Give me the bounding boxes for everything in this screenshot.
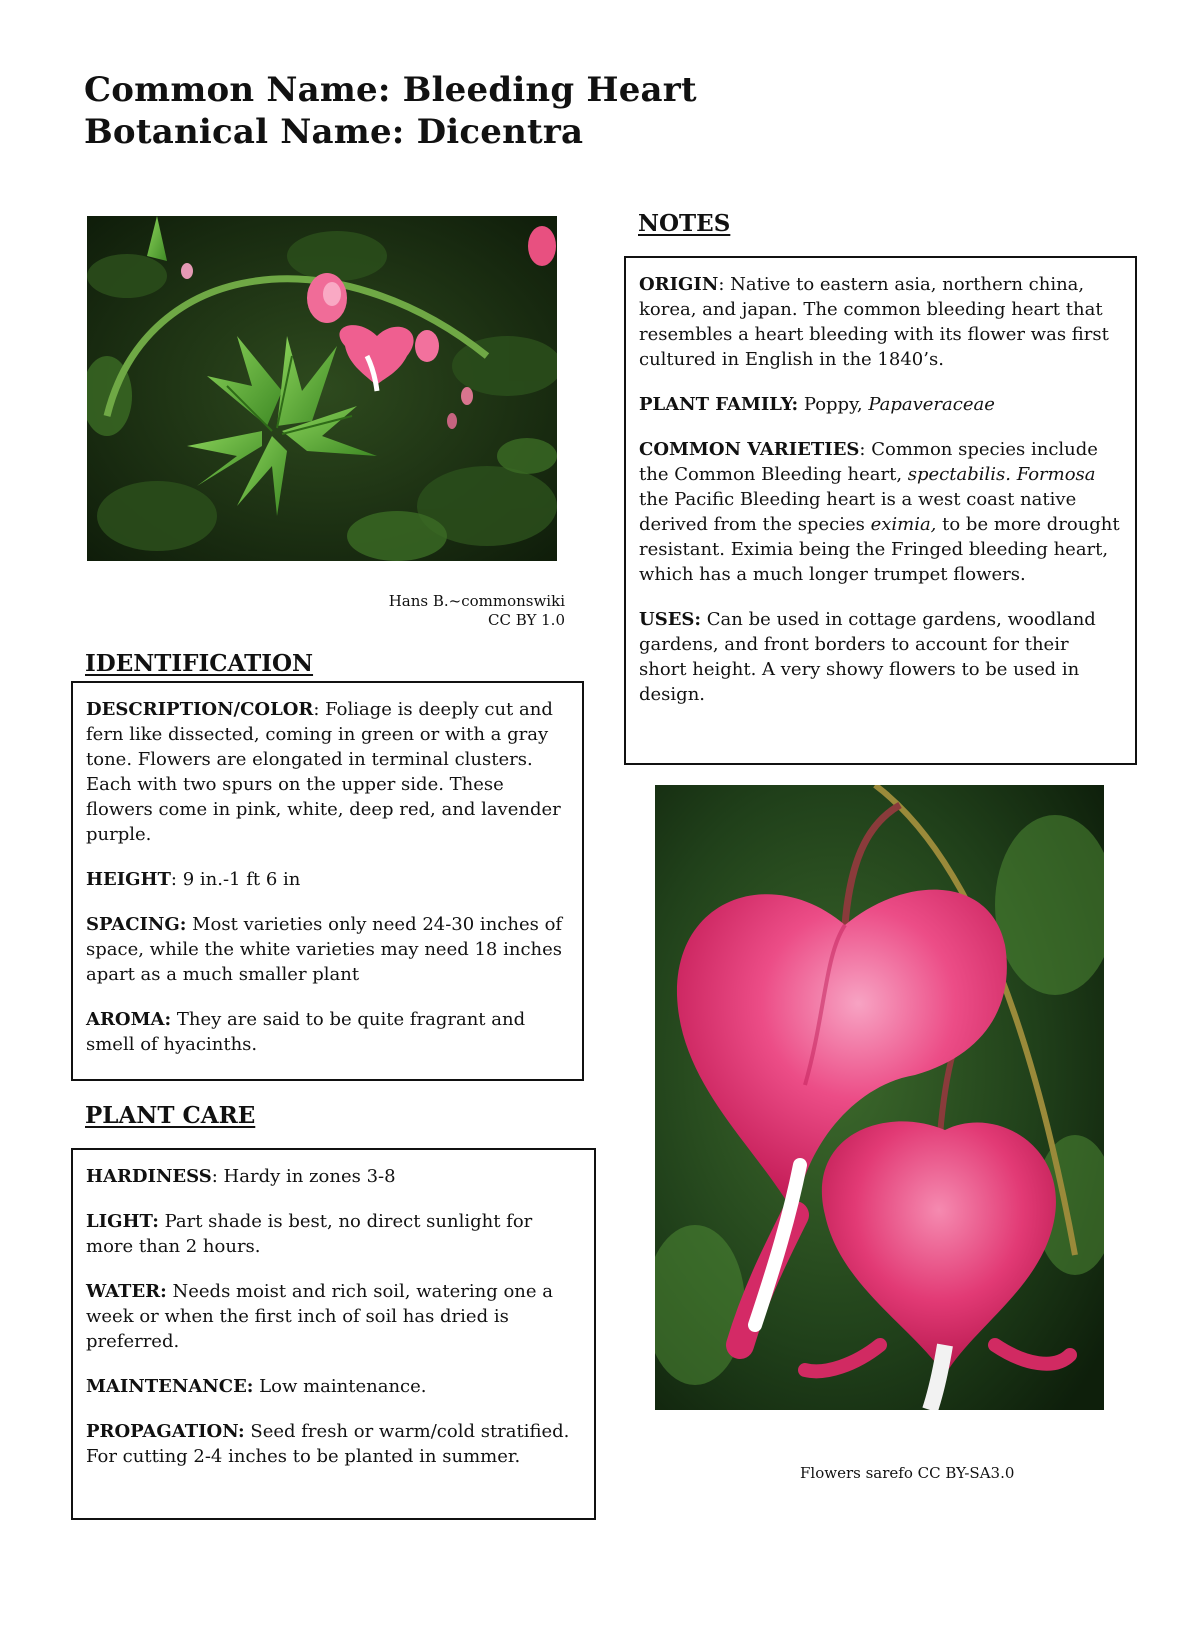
water-text: Needs moist and rich soil, watering one a week or when the first inch of soil has dried is preferred. [86, 1281, 553, 1352]
origin-entry [639, 272, 1121, 372]
propagation-text: Seed fresh or warm/cold stratified. For cutting 2-4 inches to be planted in summer. [86, 1421, 570, 1467]
family-label: PLANT FAMILY: [639, 394, 799, 415]
light-text: Part shade is best, no direct sunlight for more than 2 hours. [86, 1211, 533, 1257]
uses-text: Can be used in cottage gardens, woodland gardens, and front borders to account for their short height. A very showy flowers to be used in design. [639, 609, 1096, 705]
spacing-text: Most varieties only need 24-30 inches of space, while the white varieties may need 18 inches apart as a much smaller plant [86, 914, 563, 985]
propagation-entry [86, 1419, 580, 1469]
photo2-caption: Flowers sarefo CC BY-SA3.0 [800, 1464, 1015, 1482]
maintenance-label: MAINTENANCE: [86, 1376, 254, 1397]
notes-box [624, 256, 1137, 765]
photo1-caption-author: Hans B.~commonswiki [388, 592, 565, 610]
uses-label: USES: [639, 609, 702, 630]
description-label: DESCRIPTION/COLOR [86, 699, 314, 720]
botanical-name-title: Botanical Name: Dicentra [84, 112, 584, 152]
varieties-entry [639, 437, 1121, 587]
aroma-text: They are said to be quite fragrant and smell of hyacinths. [86, 1009, 526, 1055]
height-text: : 9 in.-1 ft 6 in [170, 869, 301, 890]
family-text: Poppy, [798, 394, 869, 415]
water-entry [86, 1279, 580, 1354]
photo1-caption [280, 592, 565, 630]
plant-care-box [71, 1148, 596, 1520]
spacing-label: SPACING: [86, 914, 187, 935]
description-entry [86, 697, 568, 847]
hardiness-text: : Hardy in zones 3-8 [211, 1166, 396, 1187]
light-label: LIGHT: [86, 1211, 159, 1232]
height-entry [86, 867, 568, 892]
varieties-label: COMMON VARIETIES [639, 439, 860, 460]
water-label: WATER: [86, 1281, 167, 1302]
family-latin: Papaveraceae [868, 394, 995, 415]
photo1-caption-license: CC BY 1.0 [487, 611, 565, 629]
varieties-text-1: : Common species include the Common Bleeding heart, [639, 439, 1098, 485]
varieties-latin-1: spectabilis. Formosa [907, 464, 1096, 485]
spacing-entry [86, 912, 568, 987]
plant-care-heading: PLANT CARE [85, 1102, 256, 1129]
family-entry [639, 392, 1121, 417]
notes-heading: NOTES [638, 210, 731, 237]
origin-label: ORIGIN [639, 274, 719, 295]
foliage-photo [87, 216, 557, 561]
identification-box [71, 681, 584, 1081]
height-label: HEIGHT [86, 869, 171, 890]
hardiness-label: HARDINESS [86, 1166, 212, 1187]
maintenance-entry [86, 1374, 580, 1399]
varieties-latin-2: eximia, [870, 514, 937, 535]
common-name-title: Common Name: Bleeding Heart [84, 70, 697, 110]
varieties-text-3: to be more drought resistant. Eximia being the Fringed bleeding heart, which has a much longer trumpet flowers. [639, 514, 1120, 585]
aroma-label: AROMA: [86, 1009, 172, 1030]
maintenance-text: Low maintenance. [253, 1376, 427, 1397]
varieties-text-2: the Pacific Bleeding heart is a west coast native derived from the species [639, 489, 1077, 535]
uses-entry [639, 607, 1121, 707]
bleeding-heart-photo [655, 785, 1104, 1410]
aroma-entry [86, 1007, 568, 1057]
propagation-label: PROPAGATION: [86, 1421, 245, 1442]
light-entry [86, 1209, 580, 1259]
identification-heading: IDENTIFICATION [85, 650, 314, 677]
hardiness-entry [86, 1164, 580, 1189]
description-text: : Foliage is deeply cut and fern like dissected, coming in green or with a gray tone. Flowers are elongated in terminal clusters. Each with two spurs on the upper side. These flowers come in pink, white, deep red, and lavender purple. [86, 699, 561, 845]
origin-text: : Native to eastern asia, northern china, korea, and japan. The common bleeding heart that resembles a heart bleeding with its flower was first cultured in English in the 1840’s. [639, 274, 1109, 370]
